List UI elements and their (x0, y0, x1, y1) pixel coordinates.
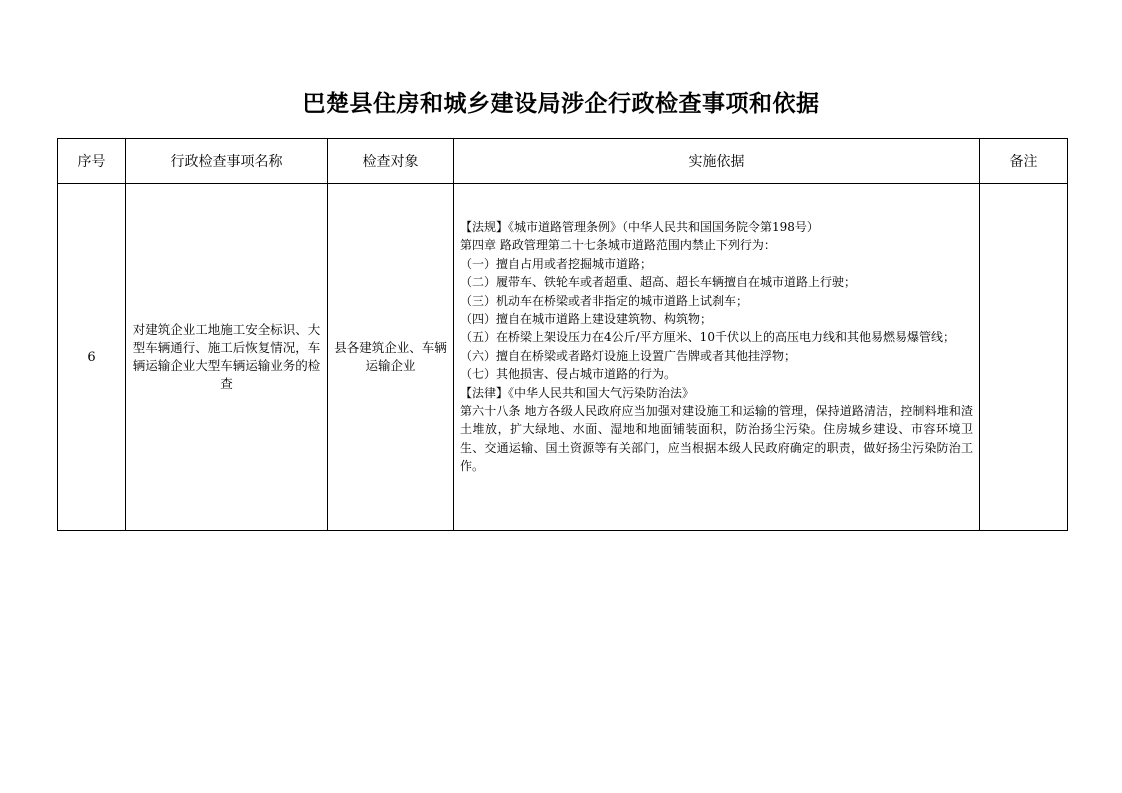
basis-line: （一）擅自占用或者挖掘城市道路； (460, 256, 653, 271)
table-row (58, 184, 1068, 531)
row-seq: 6 (58, 184, 126, 531)
basis-line: 第四章 路政管理第二十七条城市道路范围内禁止下列行为： (460, 238, 776, 253)
row-basis (454, 184, 980, 531)
row-item-name: 对建筑企业工地施工安全标识、大型车辆通行、施工后恢复情况，车辆运输企业大型车辆运输业务的检查 (126, 184, 328, 531)
basis-line: 【法律】《中华人民共和国大气污染防治法》 (460, 385, 695, 400)
basis-line: （二）履带车、铁轮车或者超重、超高、超长车辆擅自在城市道路上行驶； (460, 275, 857, 290)
header-basis: 实施依据 (454, 139, 980, 184)
header-remark: 备注 (980, 139, 1068, 184)
table-header-row (58, 139, 1068, 184)
page-title: 巴楚县住房和城乡建设局涉企行政检查事项和依据 (302, 91, 820, 117)
basis-line: （七）其他损害、侵占城市道路的行为。 (460, 367, 677, 382)
header-item-name: 行政检查事项名称 (126, 139, 328, 184)
basis-line: （六）擅自在桥梁或者路灯设施上设置广告牌或者其他挂浮物； (460, 348, 797, 363)
inspection-table (57, 138, 1068, 531)
row-target: 县各建筑企业、车辆运输企业 (328, 184, 454, 531)
header-target: 检查对象 (328, 139, 454, 184)
basis-line: （五）在桥梁上架设压力在4公斤/平方厘米、10千伏以上的高压电力线和其他易燃易爆管线； (460, 330, 955, 345)
basis-line: （三）机动车在桥梁或者非指定的城市道路上试刹车； (460, 293, 749, 308)
basis-line: 【法规】《城市道路管理条例》（中华人民共和国国务院令第198号） (460, 220, 819, 234)
basis-line: （四）擅自在城市道路上建设建筑物、构筑物； (460, 312, 713, 327)
row-remark (980, 184, 1068, 531)
header-seq: 序号 (58, 139, 126, 184)
basis-line: 第六十八条 地方各级人民政府应当加强对建设施工和运输的管理，保持道路清洁，控制料堆和渣土堆放，扩大绿地、水面、湿地和地面铺装面积，防治扬尘污染。住房城乡建设、市容环境卫生、交通运输、国土资源等有关部门，应当根据本级人民政府确定的职责，做好扬尘污染防治工作。 (460, 404, 973, 474)
